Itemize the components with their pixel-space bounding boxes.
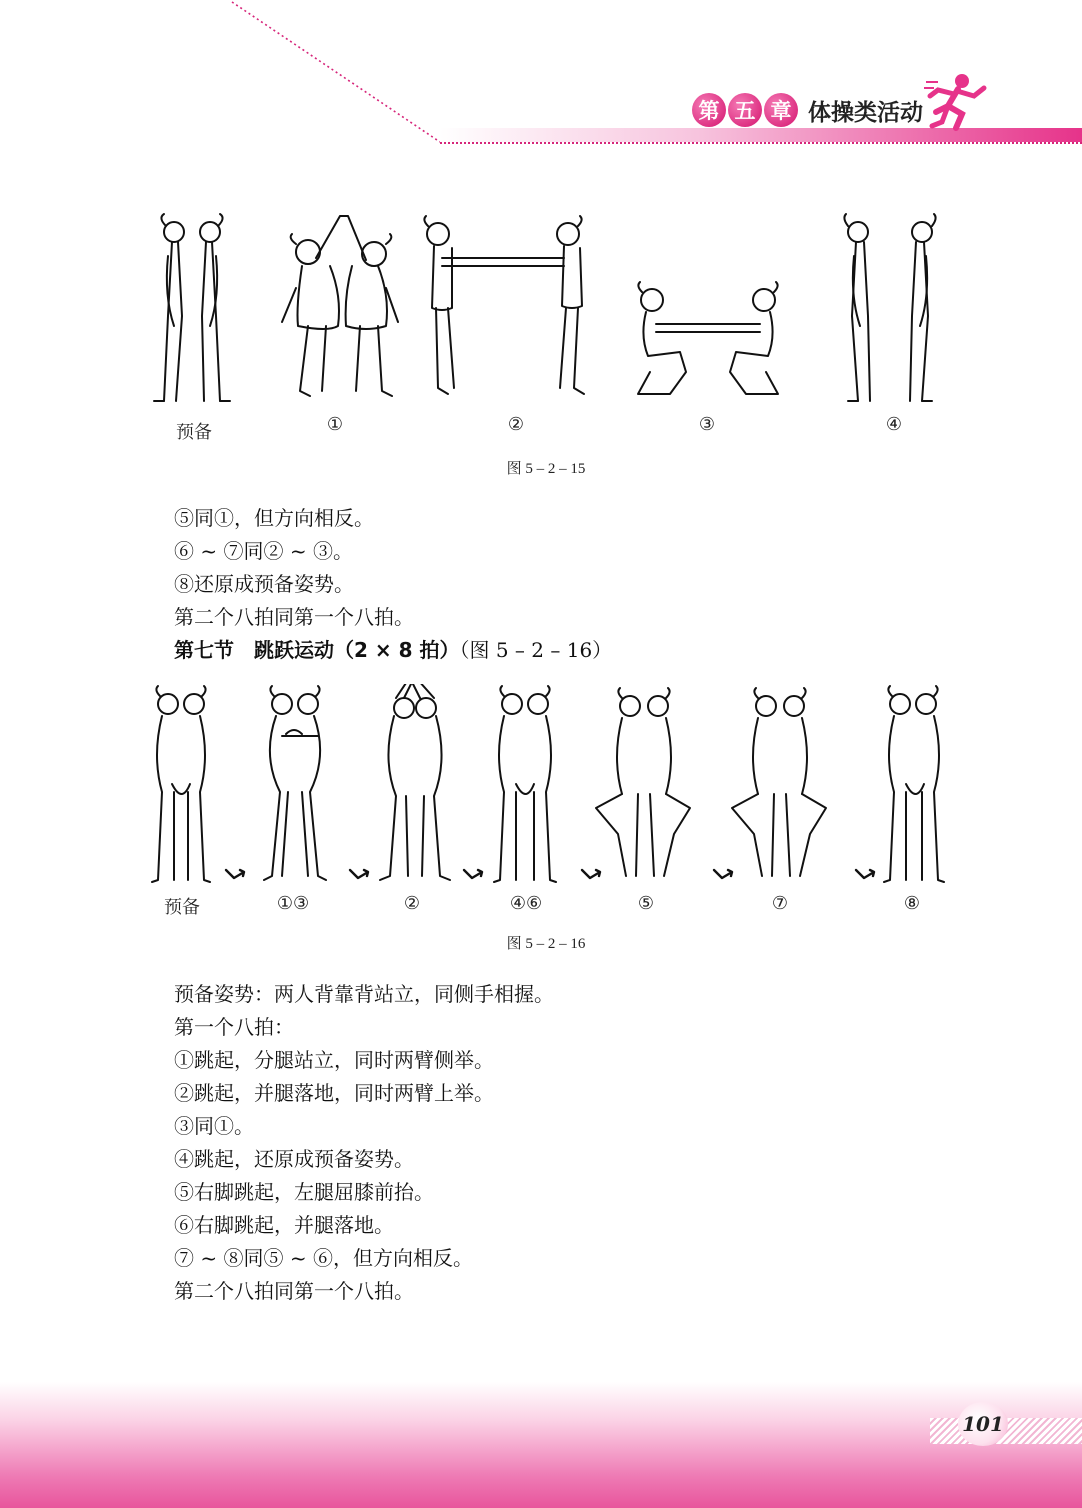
jump-pose-1-3 <box>264 686 326 880</box>
text2-line-1: 预备姿势：两人背靠背站立，同侧手相握。 <box>174 982 554 1006</box>
figure2-label-ready: 预备 <box>164 897 200 918</box>
figure1-label-2: ② <box>507 414 525 435</box>
running-figure-icon <box>924 72 990 132</box>
jump-pose-5 <box>596 688 690 876</box>
figure2-label-2: ② <box>403 893 421 914</box>
pose-1-pair <box>282 216 398 396</box>
section-heading-line <box>174 634 612 663</box>
section-heading: 第七节 跳跃运动（2 × 8 拍） <box>174 638 460 662</box>
text2-line-2: 第一个八拍： <box>174 1015 294 1039</box>
pose-4-pair <box>844 214 935 401</box>
text2-line-7: ⑤右脚跳起，左腿屈膝前抬。 <box>174 1180 434 1204</box>
figure1-label-3: ③ <box>698 414 716 435</box>
footer-band <box>0 1382 1082 1508</box>
figure1-label-1: ① <box>326 414 344 435</box>
text1-line-4: 第二个八拍同第一个八拍。 <box>174 605 414 629</box>
chapter-heading <box>692 92 923 128</box>
chapter-char-2: 五 <box>728 93 762 127</box>
page-number: 101 <box>958 1402 1008 1446</box>
text2-line-8: ⑥右脚跳起，并腿落地。 <box>174 1213 394 1237</box>
figure-5-2-15 <box>150 196 946 418</box>
pose-ready-pair <box>154 214 230 401</box>
figure2-caption: 图 5 – 2 – 16 <box>506 936 586 952</box>
text2-line-3: ①跳起，分腿站立，同时两臂侧举。 <box>174 1048 494 1072</box>
text1-line-3: ⑧还原成预备姿势。 <box>174 572 354 596</box>
text2-line-5: ③同①。 <box>174 1114 254 1138</box>
text2-line-6: ④跳起，还原成预备姿势。 <box>174 1147 414 1171</box>
jump-pose-2 <box>380 684 450 880</box>
text2-line-4: ②跳起，并腿落地，同时两臂上举。 <box>174 1081 494 1105</box>
figure-5-2-16 <box>150 684 946 890</box>
figure2-label-7: ⑦ <box>771 893 789 914</box>
jump-pose-7 <box>732 688 826 876</box>
figure2-label-4-6: ④⑥ <box>509 893 543 914</box>
figure1-label-4: ④ <box>885 414 903 435</box>
text1-line-1: ⑤同①，但方向相反。 <box>174 506 374 530</box>
pose-3-pair <box>638 282 778 394</box>
section-figure-ref: （图 5 – 2 – 16） <box>459 638 613 662</box>
figure2-label-8: ⑧ <box>903 893 921 914</box>
text2-line-10: 第二个八拍同第一个八拍。 <box>174 1279 414 1303</box>
text2-line-9: ⑦ ~ ⑧同⑤ ~ ⑥，但方向相反。 <box>174 1246 473 1270</box>
jump-pose-ready <box>152 686 210 882</box>
jump-pose-4-6 <box>494 686 556 882</box>
chapter-title: 体操类活动 <box>808 99 923 126</box>
figure2-label-5: ⑤ <box>637 893 655 914</box>
pose-2-pair <box>424 216 584 394</box>
figure1-caption: 图 5 – 2 – 15 <box>506 461 586 477</box>
header-dotted-rule <box>440 142 1082 144</box>
chapter-char-3: 章 <box>764 93 798 127</box>
header-diagonal-dots <box>228 0 444 146</box>
jump-pose-8 <box>884 686 944 882</box>
figure2-label-1-3: ①③ <box>276 893 310 914</box>
figure1-label-ready: 预备 <box>176 422 212 443</box>
chapter-char-1: 第 <box>692 93 726 127</box>
text1-line-2: ⑥ ~ ⑦同② ~ ③。 <box>174 539 353 563</box>
